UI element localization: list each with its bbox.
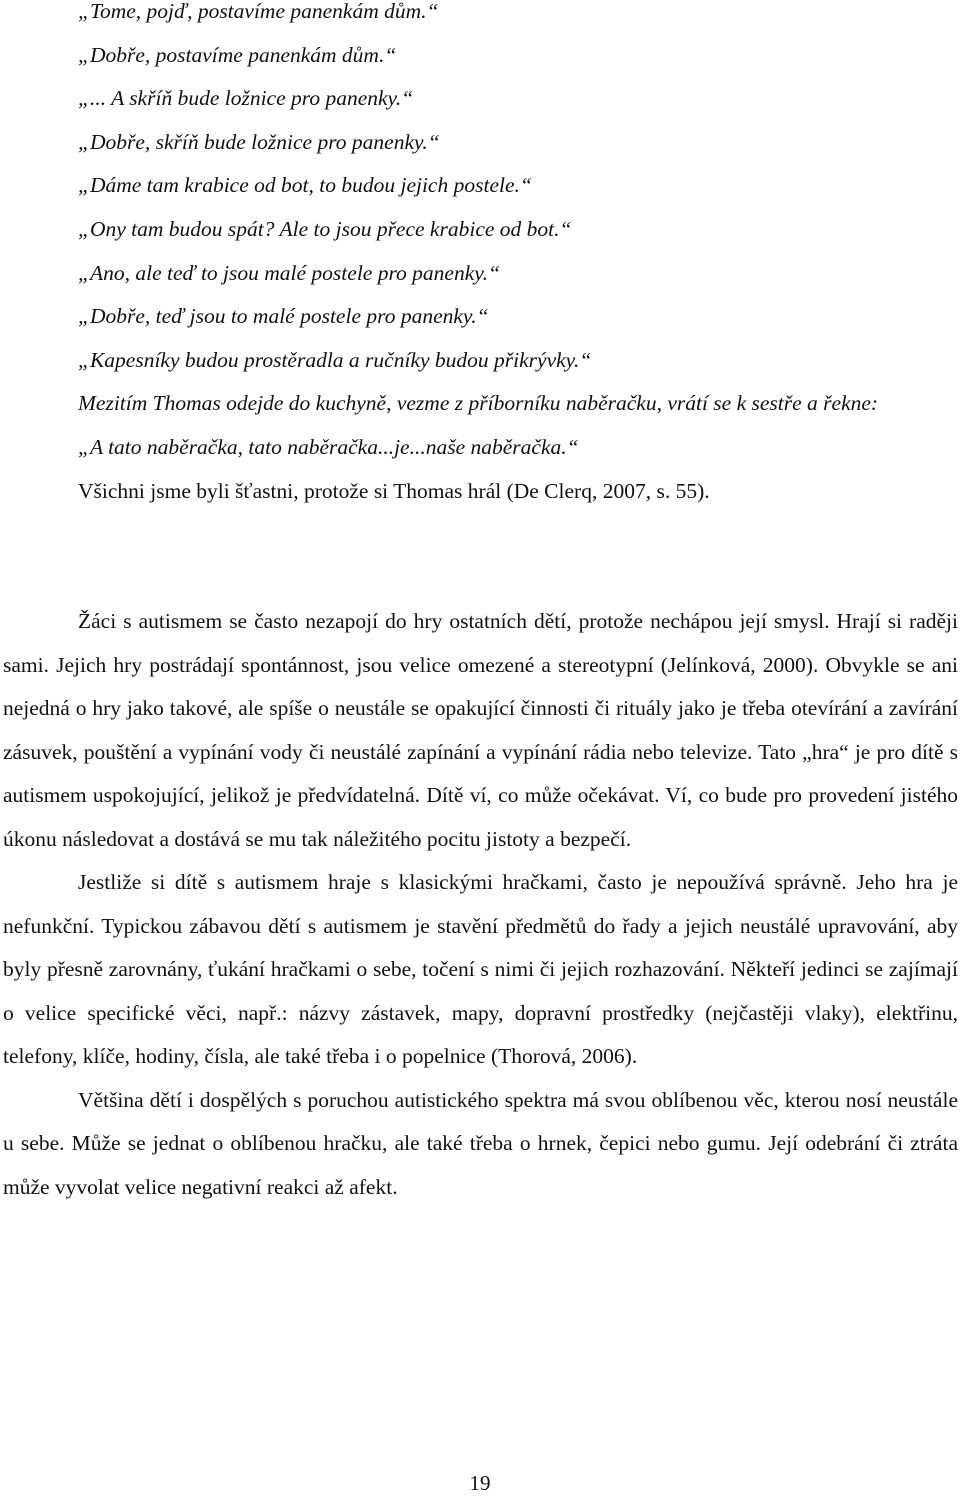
dialogue-line: „Dobře, postavíme panenkám dům.“ [78,42,397,67]
body-text [3,600,958,1209]
dialogue-conclusion: Všichni jsme byli šťastni, protože si Thomas hrál (De Clerq, 2007, s. 55). [78,478,710,503]
dialogue-excerpt [78,0,958,513]
page-number: 19 [469,1471,491,1495]
dialogue-line: „Dobře, teď jsou to malé postele pro panenky.“ [78,304,489,329]
dialogue-line: „Ony tam budou spát? Ale to jsou přece krabice od bot.“ [78,216,572,241]
paragraph: Žáci s autismem se často nezapojí do hry ostatních dětí, protože nechápou její smysl. Hrají si raději sami. Jejich hry postrádají spontánnost, jsou velice omezené a stereotypní (Jelínková, 2000). Obvykle se ani nejedná o hry jako takové, ale spíše o neustále se opakující činnosti či rituály jako je třeba otevírání a zavírání zásuvek, pouštění a vypínání vody či neustálé zapínání a vypínání rádia nebo televize. Tato „hra“ je pro dítě s autismem uspokojující, jelikož je předvídatelná. Dítě ví, co může očekávat. Ví, co bude pro provedení jistého úkonu následovat a dostává se mu tak náležitého pocitu jistoty a bezpečí. [3,609,958,851]
paragraph: Jestliže si dítě s autismem hraje s klasickými hračkami, často je nepoužívá správně. Jeho hra je nefunkční. Typickou zábavou dětí s autismem je stavění předmětů do řady a jejich neustálé upravování, aby byly přesně zarovnány, ťukání hračkami o sebe, točení s nimi či jejich rozhazování. Někteří jedinci se zajímají o velice specifické věci, např.: názvy zástavek, mapy, dopravní prostředky (nejčastěji vlaky), elektřinu, telefony, klíče, hodiny, čísla, ale také třeba i o popelnice (Thorová, 2006). [3,870,958,1068]
dialogue-line: „Tome, pojď, postavíme panenkám dům.“ [78,0,439,23]
paragraph: Většina dětí i dospělých s poruchou autistického spektra má svou oblíbenou věc, kterou nosí neustále u sebe. Může se jednat o oblíbenou hračku, ale také třeba o hrnek, čepici nebo gumu. Její odebrání či ztráta může vyvolat velice negativní reakci až afekt. [3,1087,958,1199]
dialogue-line: „Dobře, skříň bude ložnice pro panenky.“ [78,129,440,154]
dialogue-line: „Kapesníky budou prostěradla a ručníky budou přikrývky.“ [78,347,592,372]
dialogue-line: „... A skříň bude ložnice pro panenky.“ [78,86,414,111]
dialogue-line: „Dáme tam krabice od bot, to budou jejich postele.“ [78,173,532,198]
dialogue-narration: Mezitím Thomas odejde do kuchyně, vezme z příborníku naběračku, vrátí se k sestře a řekne: [78,391,879,416]
dialogue-line: „Ano, ale teď to jsou malé postele pro panenky.“ [78,260,500,285]
dialogue-line: „A tato naběračka, tato naběračka...je...naše naběračka.“ [78,434,579,459]
